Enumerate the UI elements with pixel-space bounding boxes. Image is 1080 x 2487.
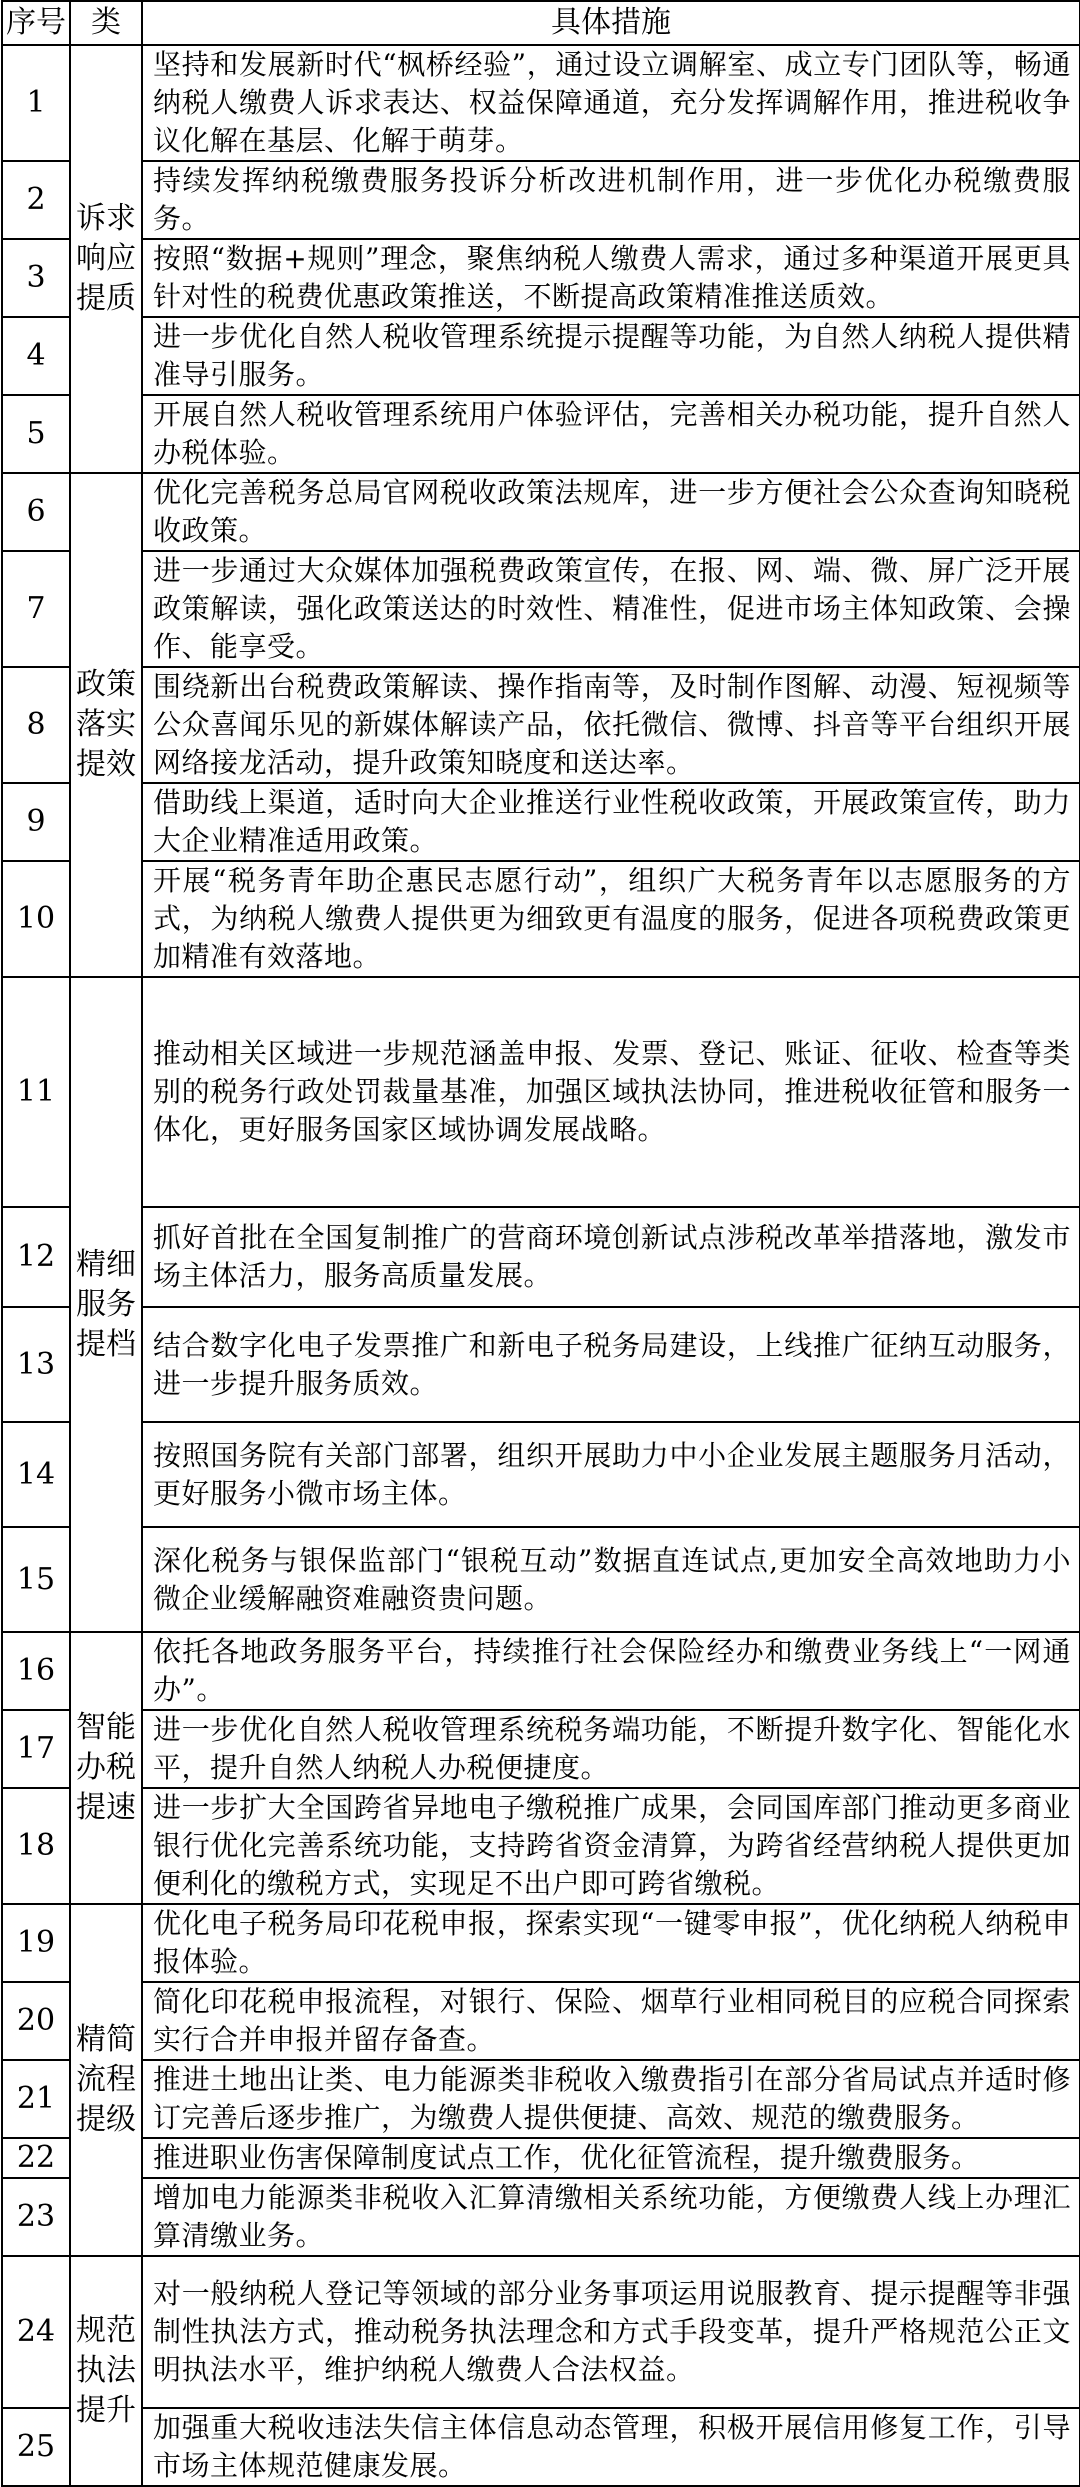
table-row [2,45,1080,161]
table-row [2,667,1080,783]
measures-table [1,0,1080,2487]
table-row [2,317,1080,395]
row-text: 简化印花税申报流程，对银行、保险、烟草行业相同税目的应税合同探索实行合并申报并留存备查。 [142,1982,1080,2060]
row-text: 围绕新出台税费政策解读、操作指南等，及时制作图解、动漫、短视频等公众喜闻乐见的新媒体解读产品，依托微信、微博、抖音等平台组织开展网络接龙活动，提升政策知晓度和送达率。 [142,667,1080,783]
table-row [2,977,1080,1207]
row-num: 6 [2,473,70,551]
table-row [2,2178,1080,2256]
row-num: 21 [2,2060,70,2138]
row-text: 进一步通过大众媒体加强税费政策宣传，在报、网、端、微、屏广泛开展政策解读，强化政策送达的时效性、精准性，促进市场主体知政策、会操作、能享受。 [142,551,1080,667]
row-text: 推进土地出让类、电力能源类非税收入缴费指引在部分省局试点并适时修订完善后逐步推广，为缴费人提供便捷、高效、规范的缴费服务。 [142,2060,1080,2138]
row-num: 10 [2,861,70,977]
header-num: 序号 [2,1,70,45]
table-row [2,2138,1080,2178]
row-text: 增加电力能源类非税收入汇算清缴相关系统功能，方便缴费人线上办理汇算清缴业务。 [142,2178,1080,2256]
table-row [2,161,1080,239]
table-row [2,1207,1080,1307]
row-text: 持续发挥纳税缴费服务投诉分析改进机制作用，进一步优化办税缴费服务。 [142,161,1080,239]
table-row [2,551,1080,667]
table-row [2,1527,1080,1632]
table-row [2,1307,1080,1422]
table-row [2,1788,1080,1904]
table-row [2,2256,1080,2408]
row-num: 16 [2,1632,70,1710]
category-cell: 精细服务提档 [70,977,142,1632]
row-text: 结合数字化电子发票推广和新电子税务局建设，上线推广征纳互动服务，进一步提升服务质效。 [142,1307,1080,1422]
header-category: 类 [70,1,142,45]
row-text: 对一般纳税人登记等领域的部分业务事项运用说服教育、提示提醒等非强制性执法方式，推动税务执法理念和方式手段变革，提升严格规范公正文明执法水平，维护纳税人缴费人合法权益。 [142,2256,1080,2408]
header-measure: 具体措施 [142,1,1080,45]
category-cell: 规范执法提升 [70,2256,142,2486]
table-row [2,1710,1080,1788]
row-num: 2 [2,161,70,239]
table-row [2,1422,1080,1527]
row-num: 5 [2,395,70,473]
row-num: 7 [2,551,70,667]
row-text: 进一步优化自然人税收管理系统提示提醒等功能，为自然人纳税人提供精准导引服务。 [142,317,1080,395]
row-num: 23 [2,2178,70,2256]
row-num: 8 [2,667,70,783]
row-num: 13 [2,1307,70,1422]
row-text: 优化电子税务局印花税申报，探索实现“一键零申报”，优化纳税人纳税申报体验。 [142,1904,1080,1982]
row-num: 22 [2,2138,70,2178]
row-text: 依托各地政务服务平台，持续推行社会保险经办和缴费业务线上“一网通办”。 [142,1632,1080,1710]
category-cell: 精简流程提级 [70,1904,142,2256]
row-num: 9 [2,783,70,861]
table-row [2,239,1080,317]
row-num: 12 [2,1207,70,1307]
row-text: 开展自然人税收管理系统用户体验评估，完善相关办税功能，提升自然人办税体验。 [142,395,1080,473]
row-text: 进一步扩大全国跨省异地电子缴税推广成果，会同国库部门推动更多商业银行优化完善系统功能，支持跨省资金清算，为跨省经营纳税人提供更加便利化的缴税方式，实现足不出户即可跨省缴税。 [142,1788,1080,1904]
row-num: 18 [2,1788,70,1904]
header-row [2,1,1080,45]
table-row [2,395,1080,473]
category-cell: 智能办税提速 [70,1632,142,1904]
row-num: 15 [2,1527,70,1632]
table-row [2,1982,1080,2060]
table-row [2,1632,1080,1710]
table-row [2,861,1080,977]
category-cell: 政策落实提效 [70,473,142,977]
category-cell: 诉求响应提质 [70,45,142,473]
row-text: 推进职业伤害保障制度试点工作，优化征管流程，提升缴费服务。 [142,2138,1080,2178]
row-text: 开展“税务青年助企惠民志愿行动”，组织广大税务青年以志愿服务的方式，为纳税人缴费人提供更为细致更有温度的服务，促进各项税费政策更加精准有效落地。 [142,861,1080,977]
row-num: 20 [2,1982,70,2060]
table-row [2,783,1080,861]
row-text: 加强重大税收违法失信主体信息动态管理，积极开展信用修复工作，引导市场主体规范健康发展。 [142,2408,1080,2486]
row-text: 坚持和发展新时代“枫桥经验”，通过设立调解室、成立专门团队等，畅通纳税人缴费人诉求表达、权益保障通道，充分发挥调解作用，推进税收争议化解在基层、化解于萌芽。 [142,45,1080,161]
row-text: 按照“数据+规则”理念，聚焦纳税人缴费人需求，通过多种渠道开展更具针对性的税费优惠政策推送，不断提高政策精准推送质效。 [142,239,1080,317]
row-num: 3 [2,239,70,317]
row-num: 11 [2,977,70,1207]
row-num: 17 [2,1710,70,1788]
row-num: 1 [2,45,70,161]
row-text: 优化完善税务总局官网税收政策法规库，进一步方便社会公众查询知晓税收政策。 [142,473,1080,551]
row-num: 19 [2,1904,70,1982]
table-row [2,2408,1080,2486]
row-num: 14 [2,1422,70,1527]
row-text: 抓好首批在全国复制推广的营商环境创新试点涉税改革举措落地，激发市场主体活力，服务高质量发展。 [142,1207,1080,1307]
row-num: 4 [2,317,70,395]
table-row [2,1904,1080,1982]
row-text: 推动相关区域进一步规范涵盖申报、发票、登记、账证、征收、检查等类别的税务行政处罚裁量基准，加强区域执法协同，推进税收征管和服务一体化，更好服务国家区域协调发展战略。 [142,977,1080,1207]
row-num: 24 [2,2256,70,2408]
table-row [2,473,1080,551]
row-text: 进一步优化自然人税收管理系统税务端功能，不断提升数字化、智能化水平，提升自然人纳税人办税便捷度。 [142,1710,1080,1788]
table-row [2,2060,1080,2138]
row-text: 深化税务与银保监部门“银税互动”数据直连试点,更加安全高效地助力小微企业缓解融资难融资贵问题。 [142,1527,1080,1632]
row-text: 按照国务院有关部门部署，组织开展助力中小企业发展主题服务月活动，更好服务小微市场主体。 [142,1422,1080,1527]
row-num: 25 [2,2408,70,2486]
row-text: 借助线上渠道，适时向大企业推送行业性税收政策，开展政策宣传，助力大企业精准适用政策。 [142,783,1080,861]
